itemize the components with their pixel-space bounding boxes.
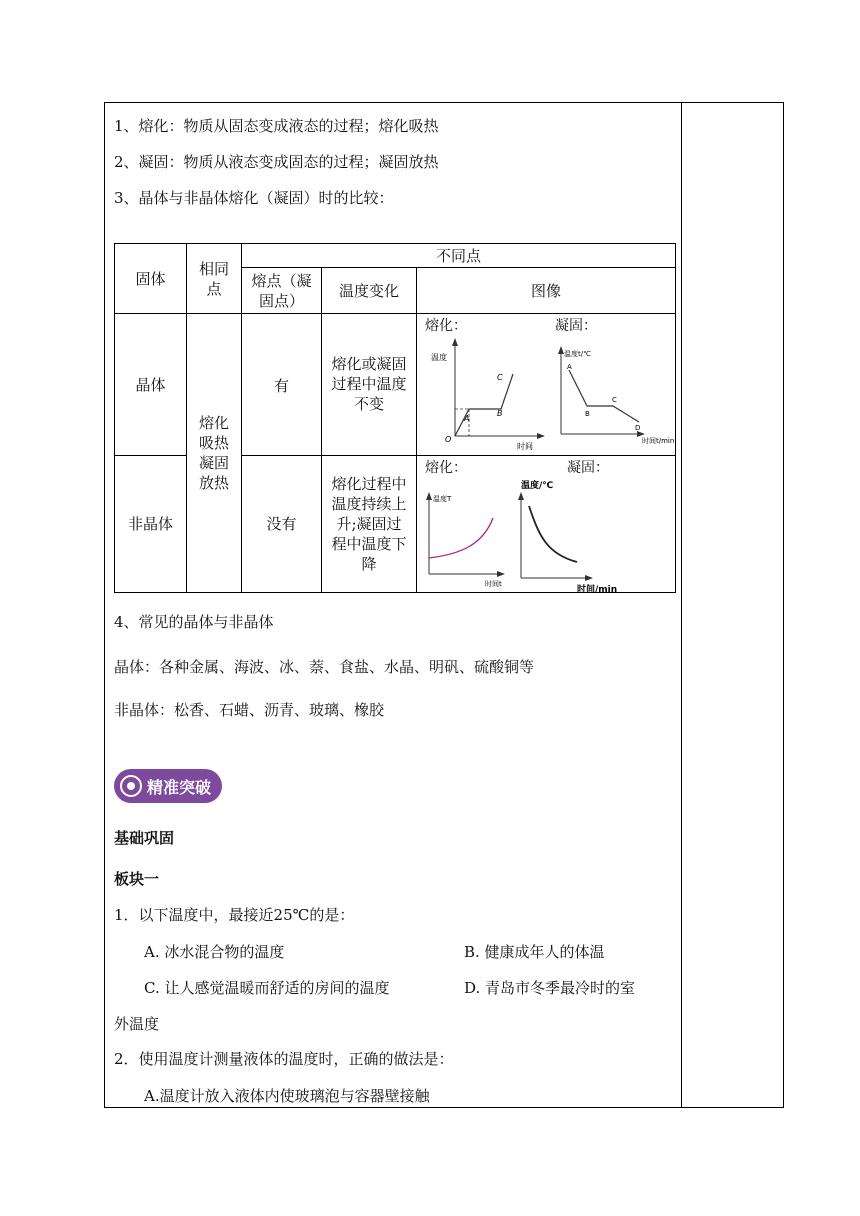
header-solid: 固体 bbox=[115, 244, 187, 314]
q1-option-a: A. 冰水混合物的温度 bbox=[144, 943, 285, 961]
amorphous-examples: 非晶体：松香、石蜡、沥青、玻璃、橡胶 bbox=[114, 701, 385, 719]
crystal-temp-change: 熔化或凝固过程中温度不变 bbox=[322, 314, 417, 456]
column-divider bbox=[681, 103, 682, 1107]
q2-stem: 2．使用温度计测量液体的温度时，正确的做法是： bbox=[114, 1050, 454, 1068]
q1-option-b: B. 健康成年人的体温 bbox=[464, 943, 605, 961]
amorph-freeze-curve bbox=[529, 506, 577, 562]
definition-melting: 1、熔化：物质从固态变成液态的过程；熔化吸热 bbox=[114, 117, 439, 135]
crystal-melt-graph bbox=[431, 338, 545, 451]
crystal-examples: 晶体：各种金属、海波、冰、萘、食盐、水晶、明矾、硫酸铜等 bbox=[114, 658, 535, 676]
header-melting-point: 熔点（凝固点） bbox=[242, 268, 322, 314]
amorphous-freeze-graph bbox=[518, 479, 617, 593]
q1-stem: 1．以下温度中，最接近25℃的是： bbox=[114, 906, 355, 924]
q1-option-d: D. 青岛市冬季最冷时的室 bbox=[464, 979, 636, 997]
freeze-y-label: 温度t/℃ bbox=[564, 350, 591, 358]
crystal-freeze-label: 凝固： bbox=[555, 318, 597, 334]
row-crystal-name: 晶体 bbox=[115, 314, 187, 456]
svg-text:B: B bbox=[497, 409, 503, 418]
q2-option-a: A.温度计放入液体内使玻璃泡与容器壁接触 bbox=[144, 1087, 430, 1105]
amorph-freeze-x-label: 时间/min bbox=[577, 585, 618, 593]
section-title: 基础巩固 bbox=[114, 829, 175, 847]
amorphous-melt-label: 熔化： bbox=[425, 460, 467, 476]
amorph-melt-x-label: 时间t bbox=[485, 580, 502, 588]
comparison-table bbox=[114, 243, 676, 593]
amorphous-freeze-label: 凝固： bbox=[567, 460, 609, 476]
svg-text:D: D bbox=[635, 424, 641, 432]
melt-y-label: 温度 bbox=[431, 353, 447, 362]
badge-label: 精准突破 bbox=[147, 777, 212, 797]
svg-text:O: O bbox=[445, 435, 452, 444]
comparison-heading: 3、晶体与非晶体熔化（凝固）时的比较： bbox=[114, 189, 394, 207]
amorphous-melt-graph bbox=[426, 492, 505, 588]
crystal-melting-point: 有 bbox=[242, 314, 322, 456]
svg-text:A: A bbox=[567, 363, 572, 371]
amorph-melt-y-label: 温度T bbox=[433, 495, 452, 503]
q1-option-d-cont: 外温度 bbox=[114, 1015, 160, 1033]
crystal-graphs bbox=[417, 314, 676, 456]
common-trait: 熔化吸热凝固放热 bbox=[187, 314, 242, 593]
amorph-freeze-y-label: 温度/℃ bbox=[521, 481, 554, 491]
common-heading: 4、常见的晶体与非晶体 bbox=[114, 613, 274, 631]
freeze-curve bbox=[569, 370, 639, 422]
freeze-x-label: 时间t/min bbox=[642, 437, 675, 445]
crystal-freeze-graph bbox=[558, 346, 674, 445]
svg-text:B: B bbox=[585, 410, 590, 418]
svg-text:C: C bbox=[612, 396, 617, 404]
header-differences: 不同点 bbox=[242, 244, 676, 268]
target-icon bbox=[120, 775, 142, 797]
amorphous-graphs-svg bbox=[417, 456, 676, 593]
amorphous-temp-change: 熔化过程中温度持续上升;凝固过程中温度下降 bbox=[322, 456, 417, 593]
q1-option-c: C. 让人感觉温暖而舒适的房间的温度 bbox=[144, 979, 390, 997]
amorph-melt-curve bbox=[429, 518, 493, 558]
precision-badge bbox=[114, 769, 222, 803]
header-temp-change: 温度变化 bbox=[322, 268, 417, 314]
crystal-melt-label: 熔化： bbox=[425, 318, 467, 334]
header-common: 相同点 bbox=[187, 244, 242, 314]
svg-text:A: A bbox=[464, 414, 470, 423]
header-graph: 图像 bbox=[417, 268, 676, 314]
melt-curve bbox=[455, 374, 513, 436]
svg-text:C: C bbox=[497, 373, 503, 382]
amorphous-melting-point: 没有 bbox=[242, 456, 322, 593]
melt-x-label: 时间 bbox=[517, 442, 533, 451]
definition-solidifying: 2、凝固：物质从液态变成固态的过程；凝固放热 bbox=[114, 153, 439, 171]
section-subtitle: 板块一 bbox=[114, 870, 160, 888]
amorphous-graphs bbox=[417, 456, 676, 593]
crystal-graphs-svg bbox=[417, 314, 676, 456]
row-amorphous-name: 非晶体 bbox=[115, 456, 187, 593]
